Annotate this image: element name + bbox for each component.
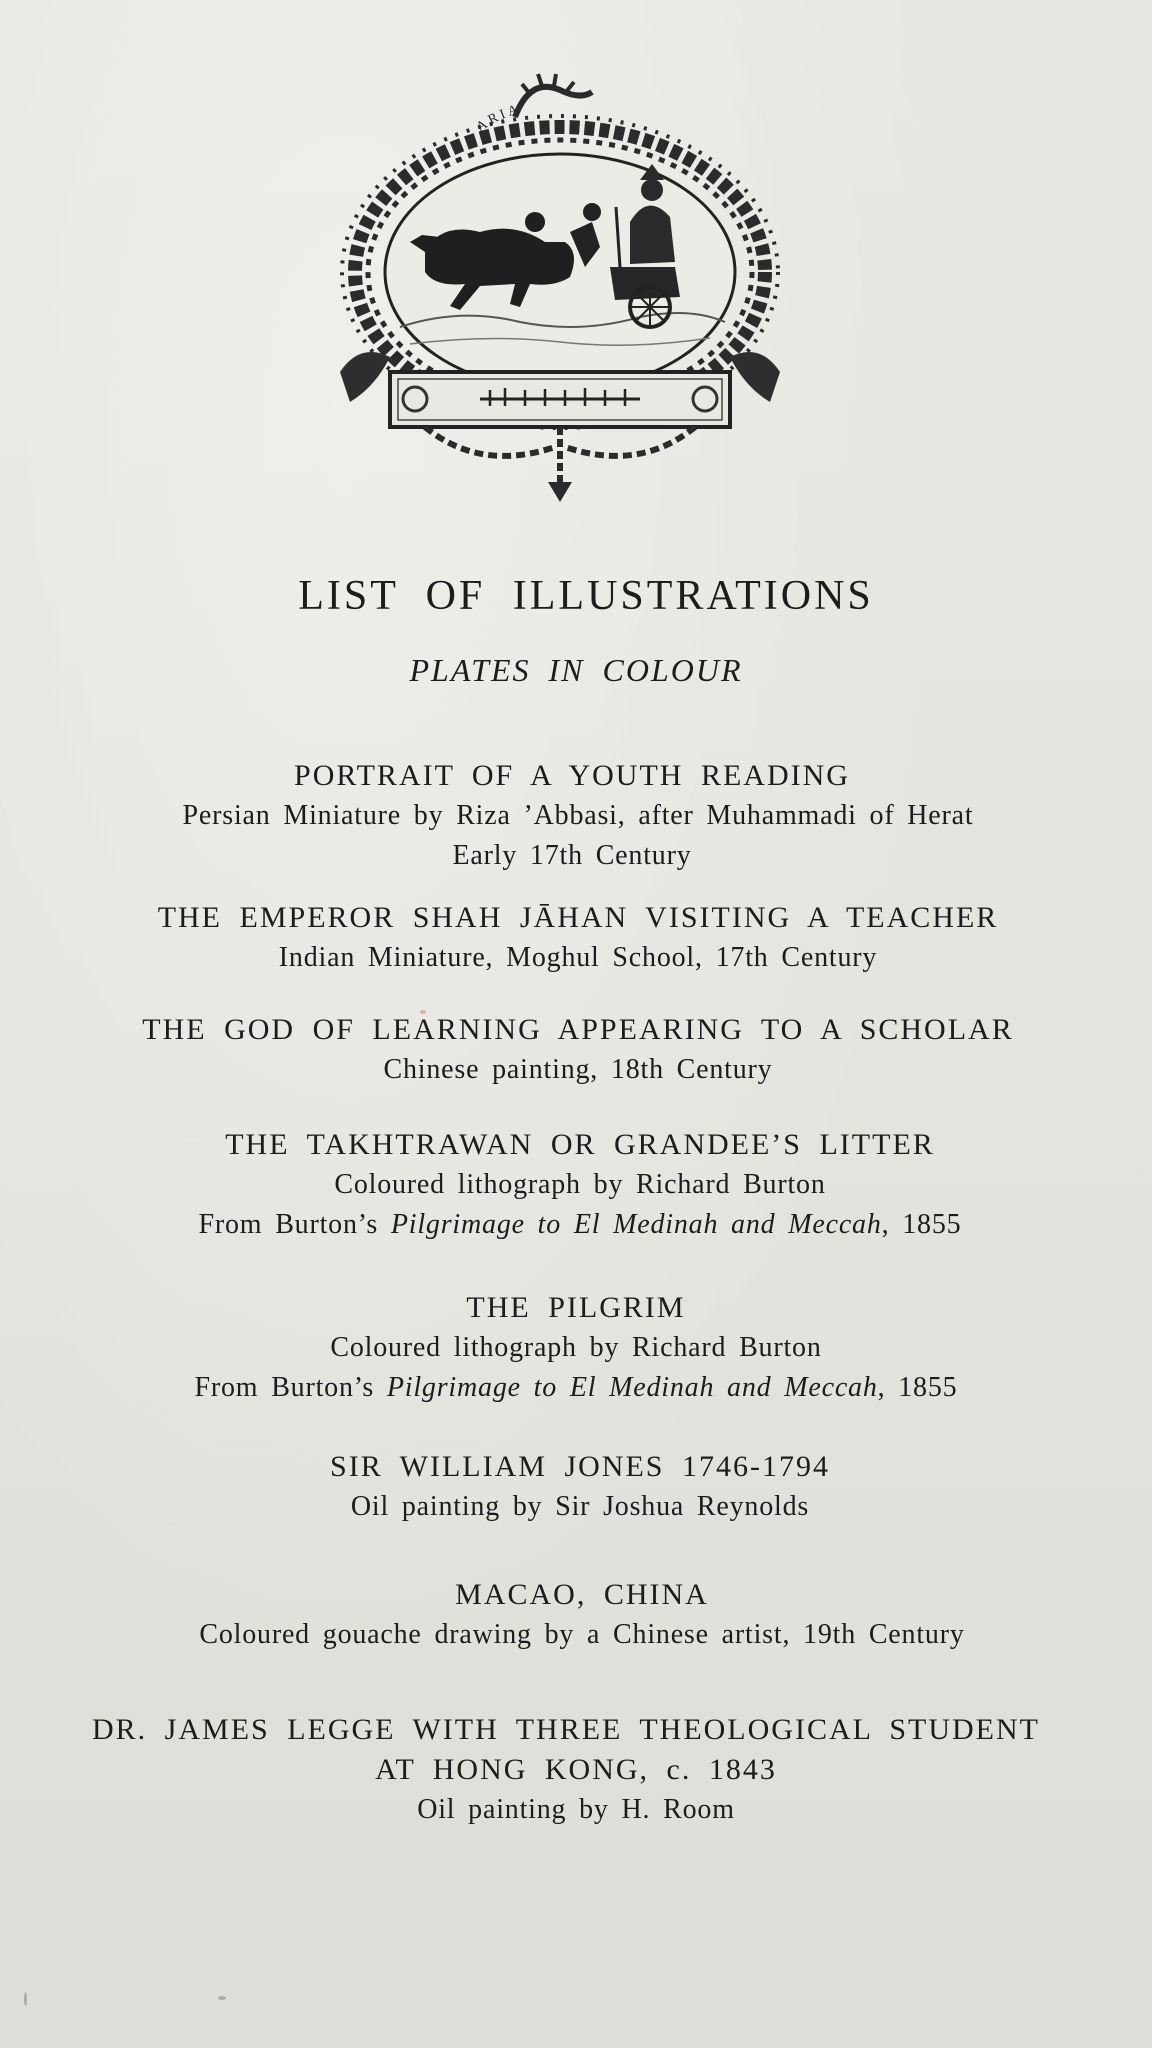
paper-speck — [420, 1010, 426, 1014]
plate-caption: Persian Miniature by Riza ’Abbasi, after Muhammadi of Herat — [182, 800, 974, 831]
wreathed-chariot-emblem-icon — [330, 72, 800, 512]
plate-caption: Oil painting by H. Room — [417, 1794, 735, 1825]
plate-title: SIR WILLIAM JONES 1746-1794 — [330, 1450, 830, 1483]
plate-title: PORTRAIT OF A YOUTH READING — [294, 759, 850, 792]
plate-title: THE GOD OF LEARNING APPEARING TO A SCHOLAR — [142, 1013, 1014, 1046]
plate-entry — [2, 1010, 1152, 1090]
plate-title: THE TAKHTRAWAN OR GRANDEE’S LITTER — [225, 1128, 935, 1161]
plate-entry — [2, 898, 1152, 978]
paper-speck — [218, 1996, 226, 2000]
plate-caption: Coloured lithograph by Richard Burton — [330, 1332, 822, 1363]
source-work-title: Pilgrimage to El Medinah and Meccah — [386, 1372, 878, 1403]
emblem-inscription: ARIA — [473, 101, 523, 136]
plate-title: DR. JAMES LEGGE WITH THREE THEOLOGICAL STUDENT — [92, 1713, 1040, 1746]
plate-caption: Coloured lithograph by Richard Burton — [334, 1169, 826, 1200]
plate-title-continued: AT HONG KONG, c. 1843 — [375, 1753, 777, 1786]
paper-speck — [24, 1992, 27, 2006]
plate-caption: Coloured gouache drawing by a Chinese artist, 19th Century — [199, 1619, 965, 1650]
section-subtitle: PLATES IN COLOUR — [409, 652, 743, 688]
plate-title: MACAO, CHINA — [455, 1578, 709, 1611]
plate-entry — [0, 756, 1148, 876]
plate-entry — [0, 1710, 1152, 1830]
plate-entry — [0, 1288, 1152, 1408]
plate-source — [4, 1205, 1152, 1245]
plate-entry — [6, 1575, 1152, 1655]
plate-entry — [4, 1125, 1152, 1245]
plate-title: THE PILGRIM — [466, 1291, 686, 1324]
source-year: , 1855 — [881, 1209, 962, 1240]
source-year: , 1855 — [877, 1372, 958, 1403]
source-prefix: From Burton’s — [194, 1372, 387, 1403]
plate-entry — [4, 1447, 1152, 1527]
source-prefix: From Burton’s — [198, 1209, 391, 1240]
plate-caption: Chinese painting, 18th Century — [383, 1054, 773, 1085]
plate-date: Early 17th Century — [452, 840, 692, 871]
page-title: LIST OF ILLUSTRATIONS — [298, 573, 874, 619]
plate-caption: Indian Miniature, Moghul School, 17th Century — [278, 942, 878, 973]
plate-source — [0, 1368, 1152, 1408]
source-work-title: Pilgrimage to El Medinah and Meccah — [390, 1209, 882, 1240]
plate-caption: Oil painting by Sir Joshua Reynolds — [350, 1491, 810, 1522]
plate-title: THE EMPEROR SHAH JĀHAN VISITING A TEACHER — [157, 901, 999, 934]
